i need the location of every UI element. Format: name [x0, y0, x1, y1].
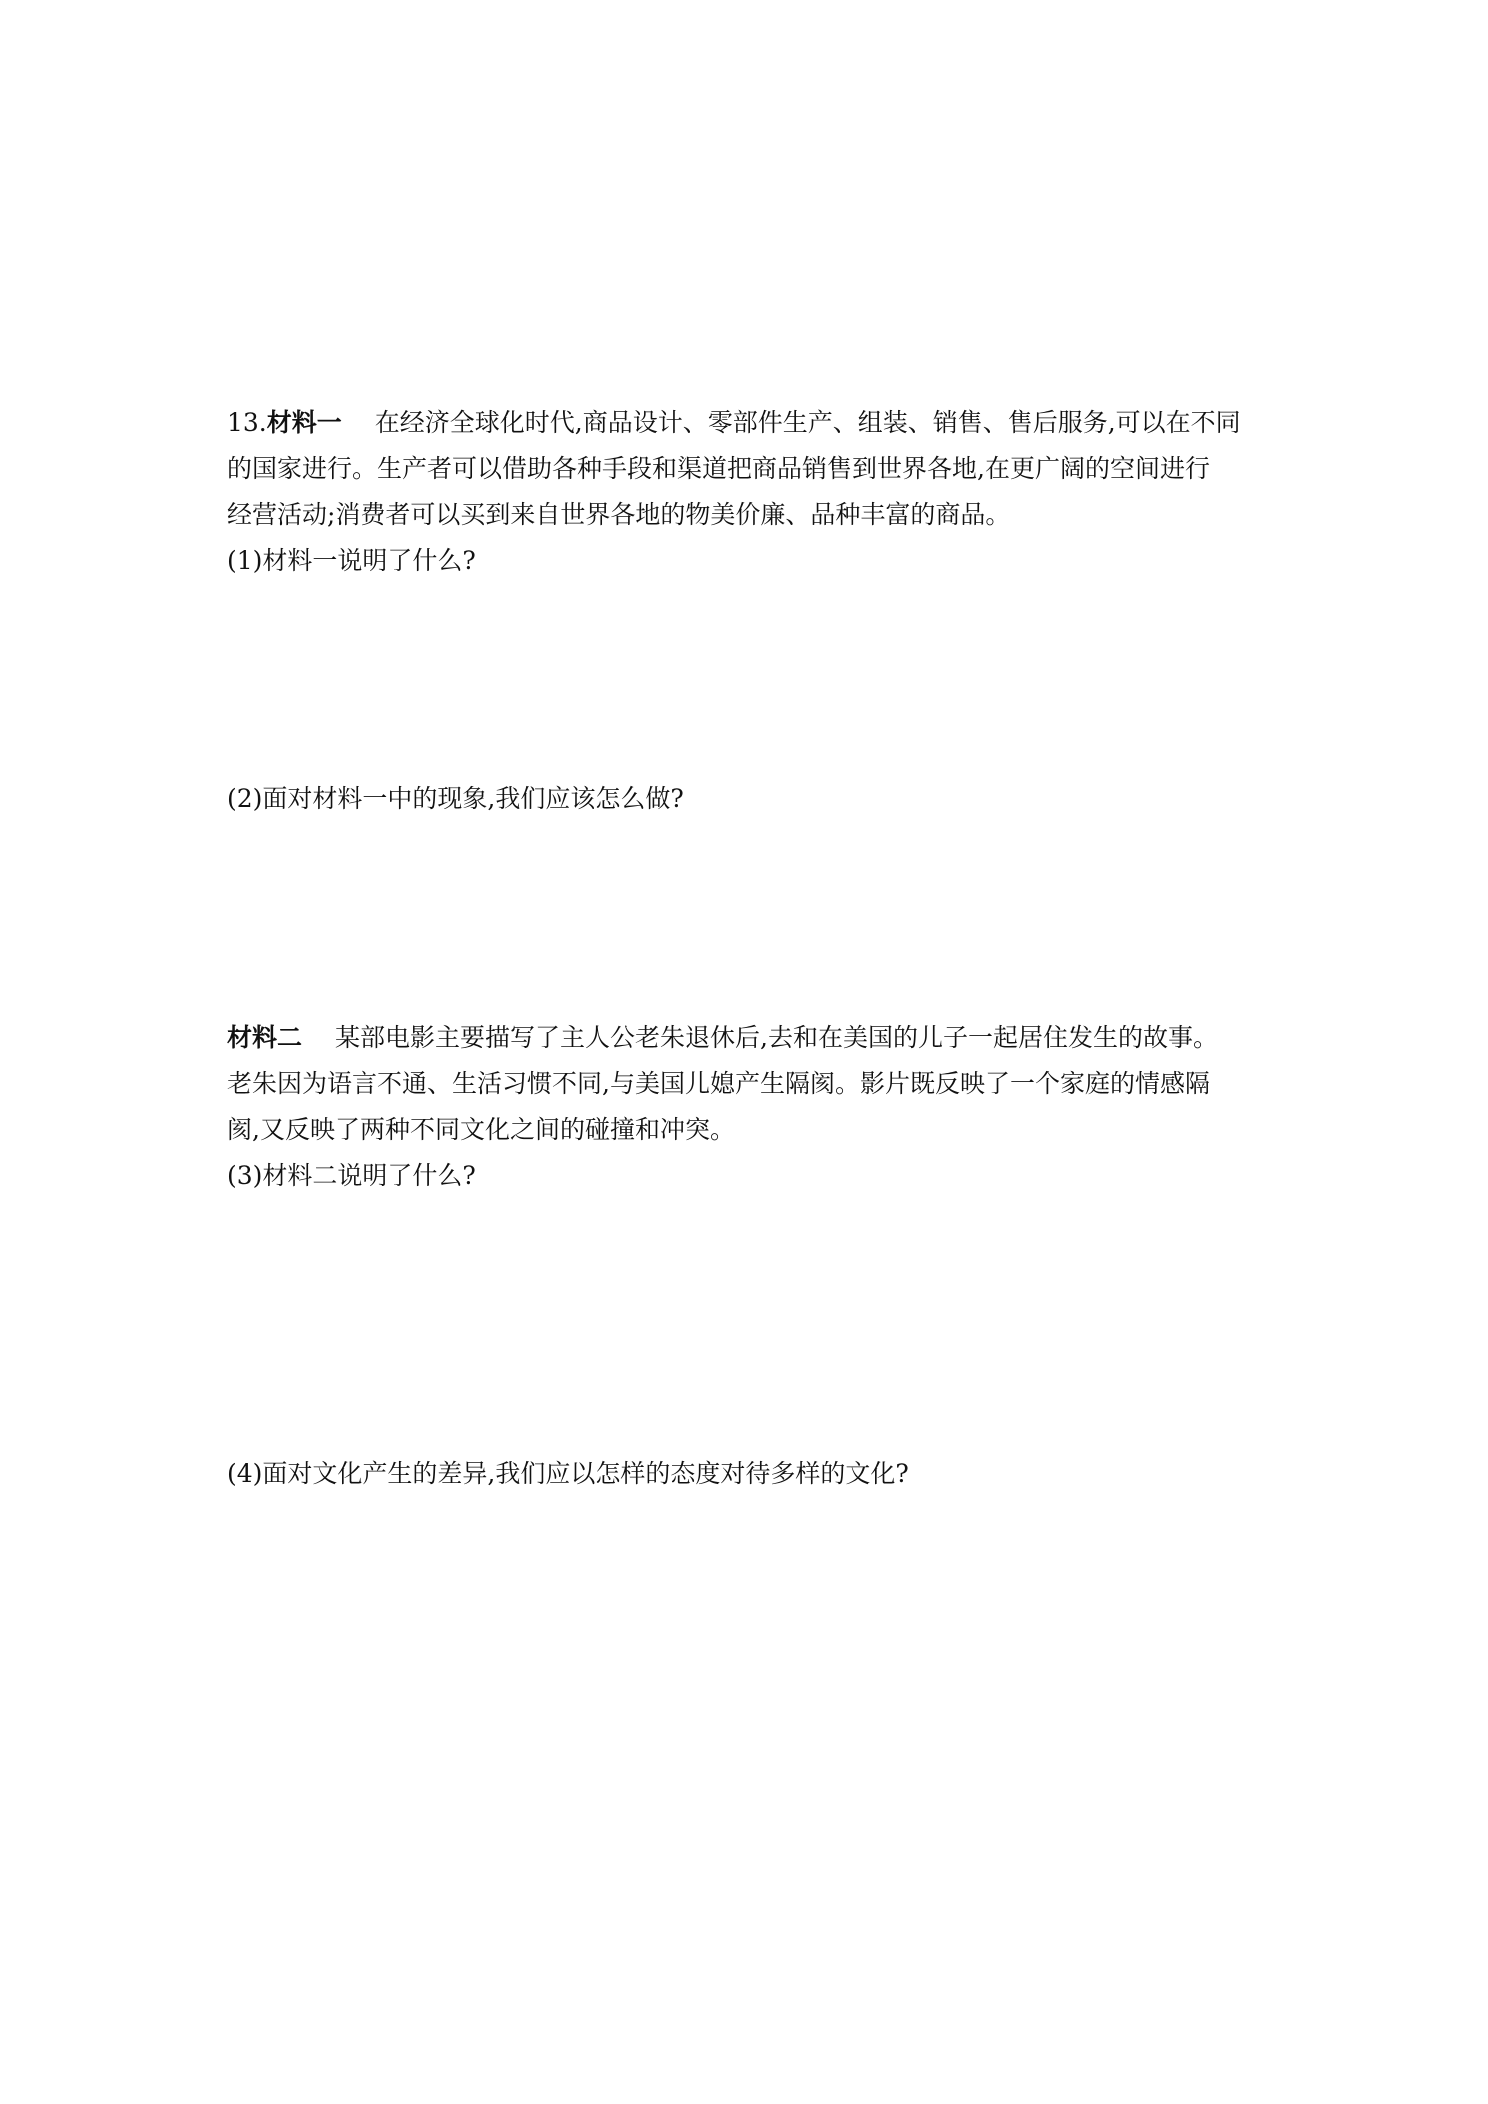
material-2-line-3: 阂,又反映了两种不同文化之间的碰撞和冲突。 [227, 1115, 735, 1144]
sub-question-2: (2)面对材料一中的现象,我们应该怎么做? [227, 784, 684, 813]
material-1-line-3: 经营活动;消费者可以买到来自世界各地的物美价廉、品种丰富的商品。 [227, 500, 1011, 529]
sub-question-4: (4)面对文化产生的差异,我们应以怎样的态度对待多样的文化? [227, 1459, 909, 1488]
material-1-line-1 [227, 405, 1241, 441]
question-number: 13. [227, 408, 267, 437]
material-1-line-2: 的国家进行。生产者可以借助各种手段和渠道把商品销售到世界各地,在更广阔的空间进行 [227, 454, 1210, 483]
material-2-label: 材料二 [227, 1023, 303, 1052]
material-1-label: 材料一 [266, 408, 342, 437]
material-2-text-1: 某部电影主要描写了主人公老朱退休后,去和在美国的儿子一起居住发生的故事。 [335, 1023, 1218, 1052]
material-2-line-1 [227, 1020, 1218, 1056]
material-2-line-2: 老朱因为语言不通、生活习惯不同,与美国儿媳产生隔阂。影片既反映了一个家庭的情感隔 [227, 1069, 1210, 1098]
material-1-text-1: 在经济全球化时代,商品设计、零部件生产、组装、销售、售后服务,可以在不同 [374, 408, 1241, 437]
sub-question-1: (1)材料一说明了什么? [227, 546, 476, 575]
sub-question-3: (3)材料二说明了什么? [227, 1161, 476, 1190]
